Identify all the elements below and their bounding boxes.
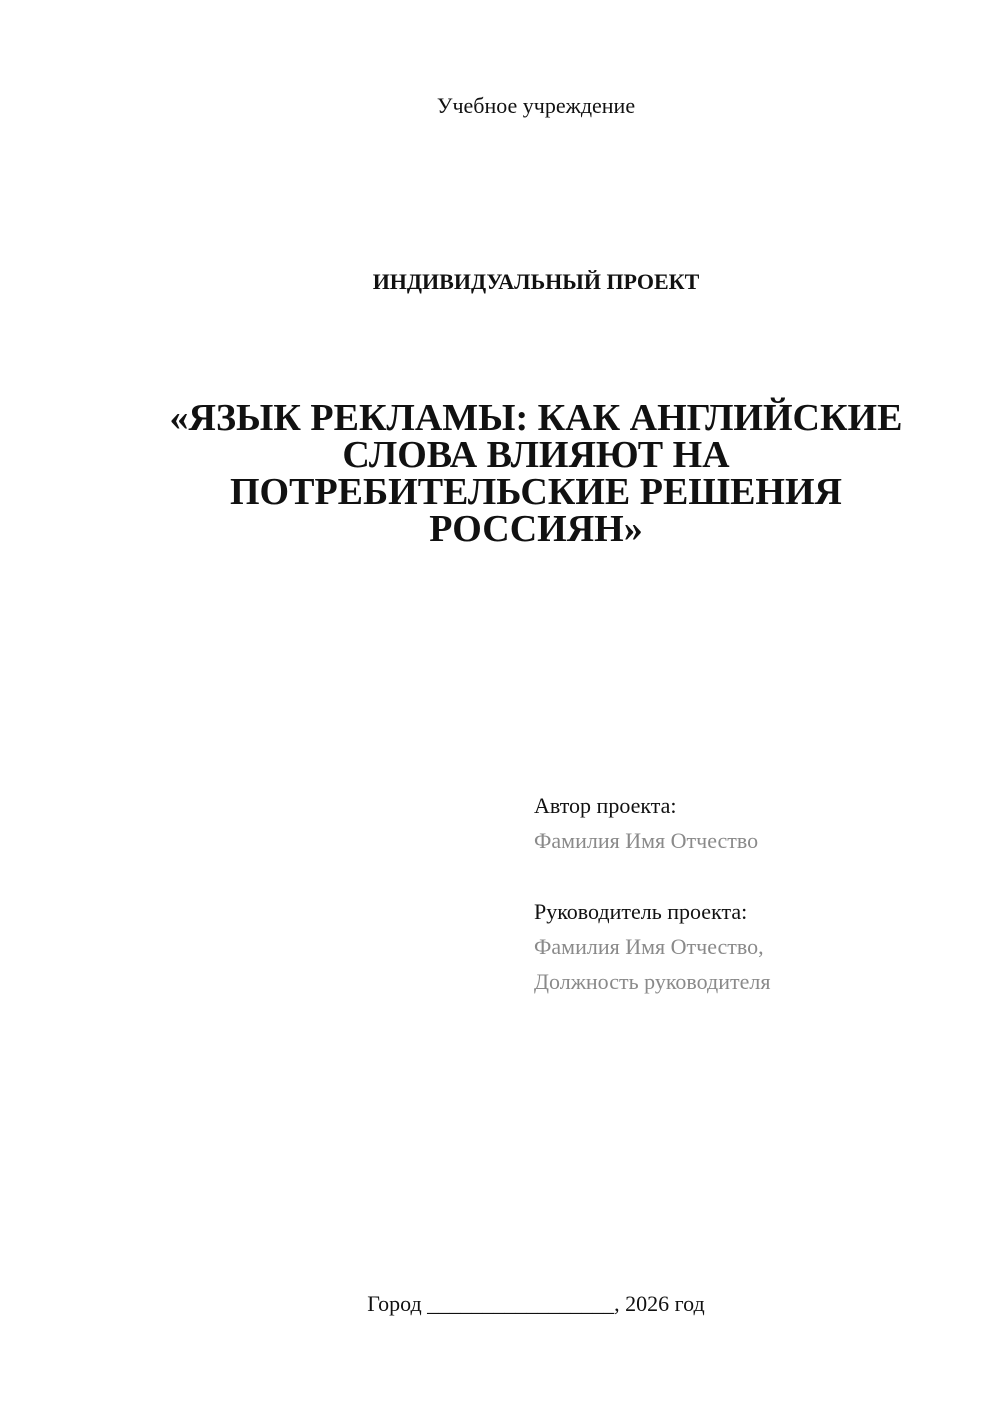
spacer xyxy=(534,858,974,894)
author-info-block xyxy=(534,788,974,999)
author-label: Автор проекта: xyxy=(534,793,677,818)
institution-name: Учебное учреждение xyxy=(436,93,636,118)
document-type: ИНДИВИДУАЛЬНЫЙ ПРОЕКТ xyxy=(372,269,700,294)
supervisor-name-placeholder: Фамилия Имя Отчество, xyxy=(534,934,764,959)
project-title-line: «ЯЗЫК РЕКЛАМЫ: КАК АНГЛИЙСКИЕ xyxy=(169,397,903,439)
project-title xyxy=(130,397,942,550)
supervisor-position-placeholder: Должность руководителя xyxy=(534,969,771,994)
author-name-placeholder: Фамилия Имя Отчество xyxy=(534,828,759,853)
supervisor-label: Руководитель проекта: xyxy=(534,899,748,924)
project-title-line: РОССИЯН» xyxy=(429,508,643,550)
city-year-line: Город _________________, 2026 год xyxy=(367,1291,705,1316)
project-title-line: ПОТРЕБИТЕЛЬСКИЕ РЕШЕНИЯ xyxy=(230,471,842,513)
project-title-line: СЛОВА ВЛИЯЮТ НА xyxy=(342,434,730,476)
